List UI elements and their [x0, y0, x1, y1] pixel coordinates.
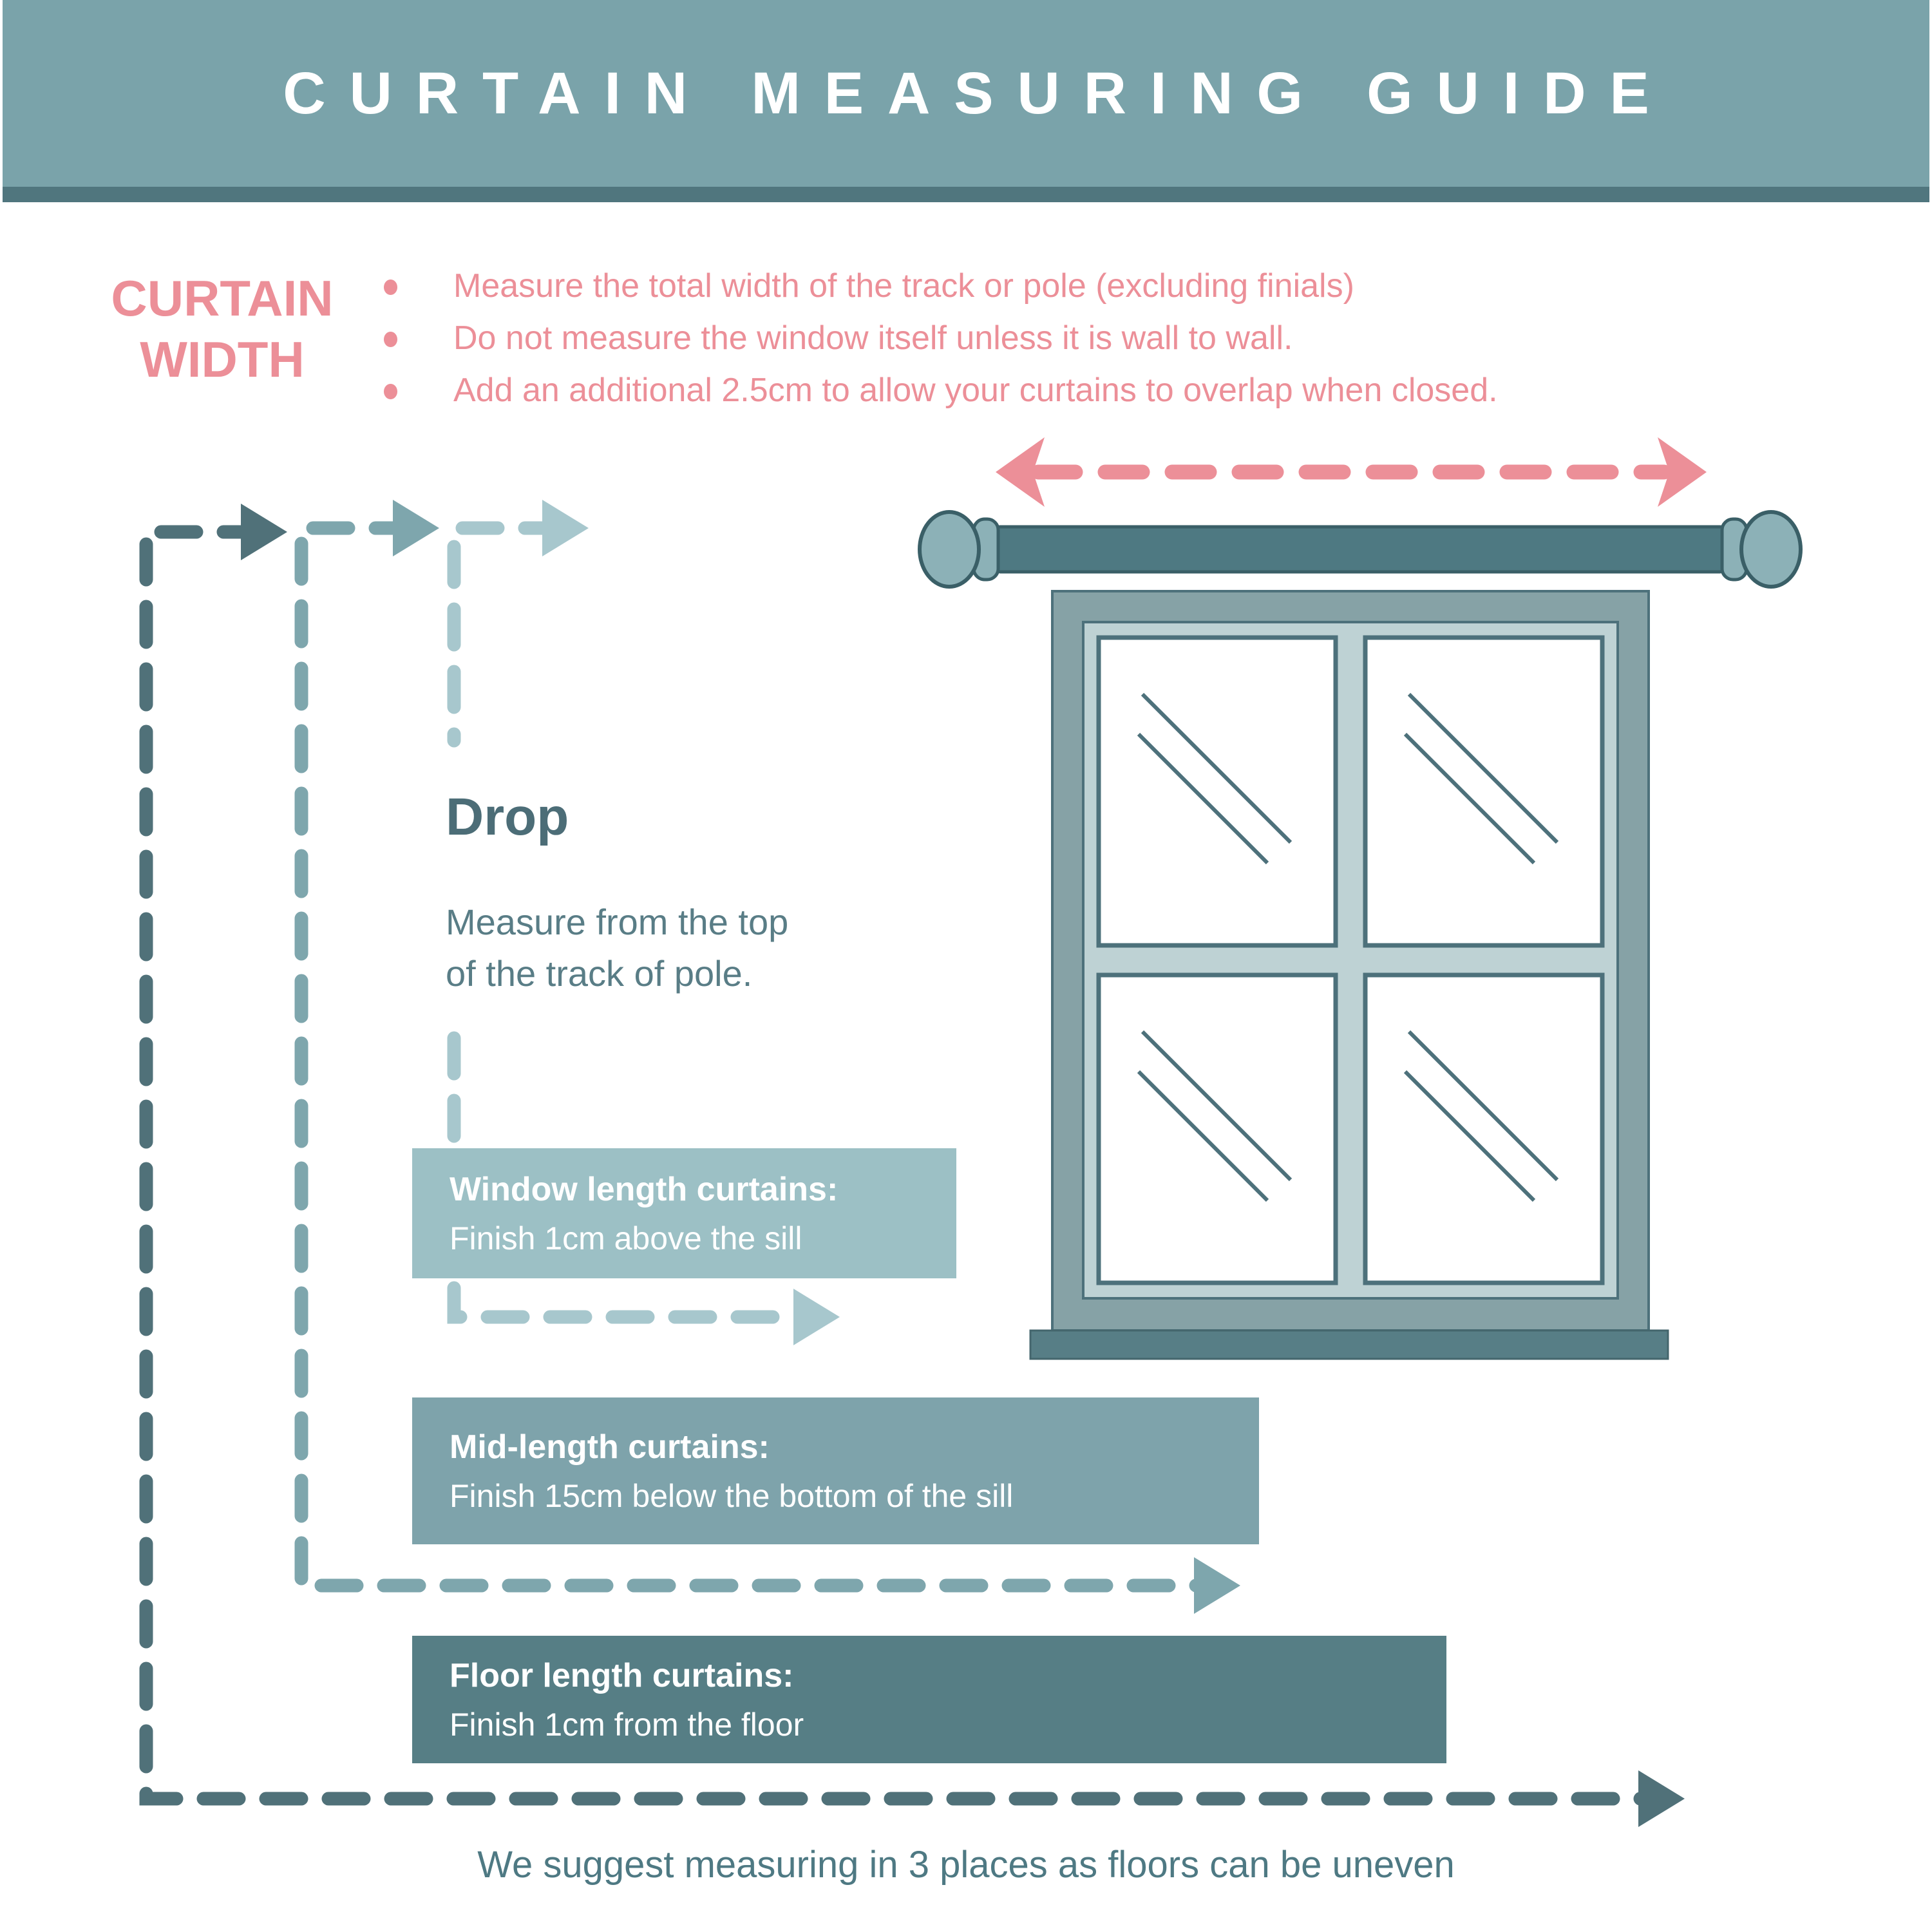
- title-banner-accent-strip: [3, 187, 1929, 202]
- curtain-width-label: [77, 268, 367, 390]
- pane-top-right: [1365, 638, 1602, 945]
- pane-top-left: [1099, 638, 1336, 945]
- footer-note: We suggest measuring in 3 places as floors can be uneven: [477, 1844, 1455, 1886]
- curtain-width-bullet-list: [381, 260, 1901, 417]
- curtain-width-label-line1: CURTAIN: [111, 270, 334, 327]
- floor-length-box: [412, 1636, 1446, 1763]
- mid-length-title: Mid-length curtains:: [450, 1428, 770, 1466]
- bullet-item: Add an additional 2.5cm to allow your curtains to overlap when closed.: [381, 365, 1901, 417]
- drop-description: [446, 896, 788, 999]
- page-title: CURTAIN MEASURING GUIDE: [283, 60, 1673, 126]
- bullet-item: Measure the total width of the track or pole (excluding finials): [381, 260, 1901, 312]
- curtain-pole: [920, 512, 1801, 587]
- pane-bottom-right: [1365, 975, 1602, 1283]
- window-illustration: [1030, 591, 1668, 1359]
- floor-length-detail: Finish 1cm from the floor: [450, 1706, 804, 1743]
- floor-length-title: Floor length curtains:: [450, 1656, 794, 1694]
- window-length-detail: Finish 1cm above the sill: [450, 1220, 802, 1256]
- pole-finial-left: [920, 512, 979, 587]
- pole-finial-right: [1741, 512, 1801, 587]
- mid-length-box: [412, 1397, 1259, 1544]
- drop-description-line1: Measure from the top: [446, 902, 789, 942]
- pane-bottom-left: [1099, 975, 1336, 1283]
- title-banner: [3, 0, 1929, 187]
- curtain-width-arrow: [996, 437, 1707, 507]
- curtain-width-label-line2: WIDTH: [140, 331, 305, 388]
- bullet-item: Do not measure the window itself unless it is wall to wall.: [381, 312, 1901, 365]
- mid-length-detail: Finish 15cm below the bottom of the sill: [450, 1477, 1014, 1514]
- window-length-title: Window length curtains:: [450, 1170, 838, 1208]
- window-length-box: [412, 1148, 956, 1278]
- drop-description-line2: of the track of pole.: [446, 952, 753, 994]
- drop-heading: Drop: [446, 788, 569, 846]
- window-sill: [1030, 1331, 1668, 1359]
